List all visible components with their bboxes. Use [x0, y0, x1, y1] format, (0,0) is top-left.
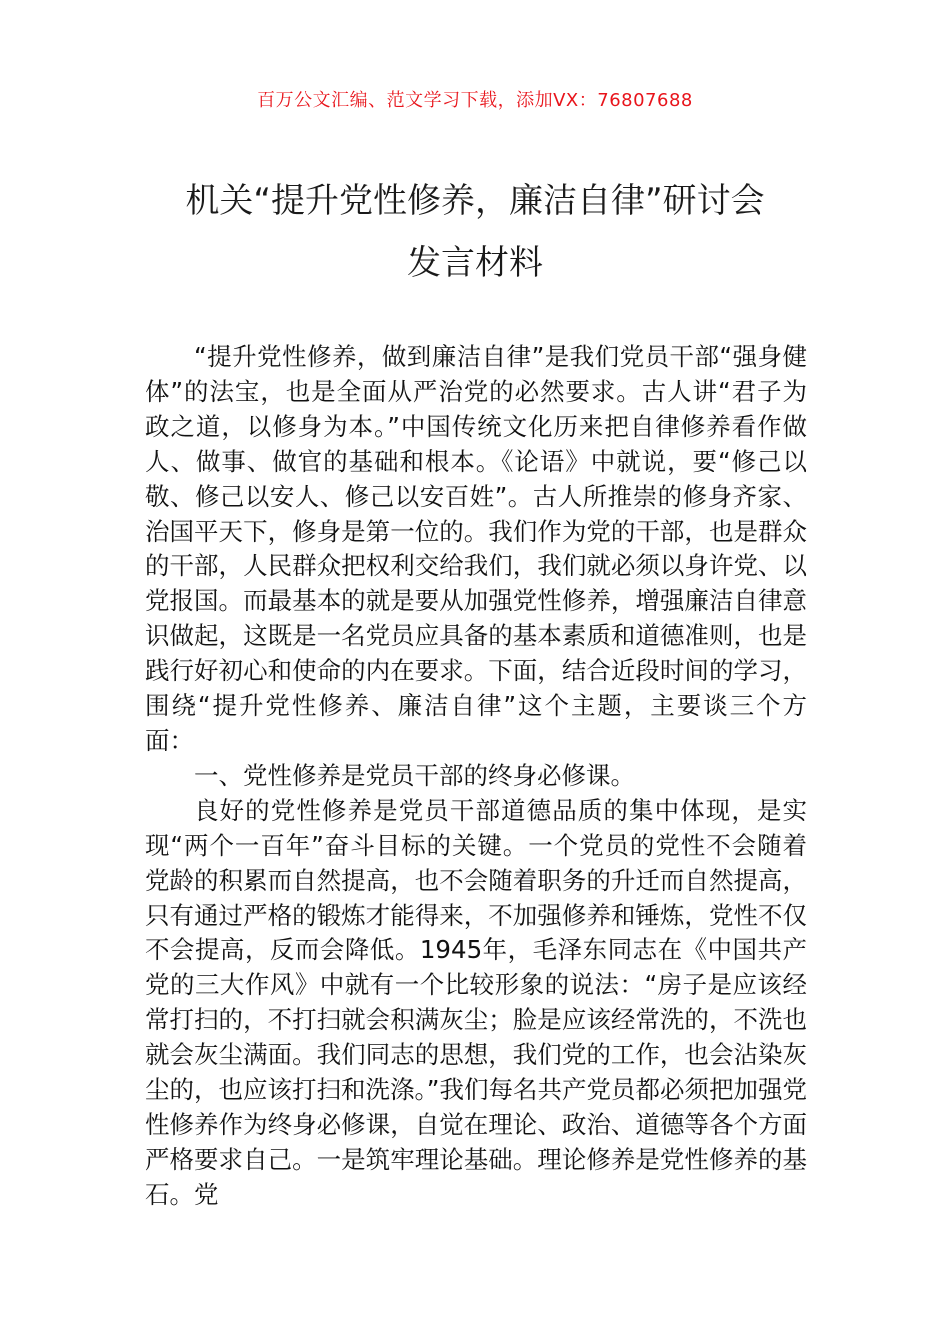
document-body: [145, 340, 807, 1213]
section-1-paragraph: 良好的党性修养是党员干部道德品质的集中体现，是实现“两个一百年”奋斗目标的关键。一个党员的党性不会随着党龄的积累而自然提高，也不会随着职务的升迁而自然提高，只有通过严格的锻炼才能得来，不加强修养和锤炼，党性不仅不会提高，反而会降低。1945年，毛泽东同志在《中国共产党的三大作风》中就有一个比较形象的说法：“房子是应该经常打扫的，不打扫就会积满灰尘；脸是应该经常洗的，不洗也就会灰尘满面。我们同志的思想，我们党的工作，也会沾染灰尘的，也应该打扫和洗涤。”我们每名共产党员都必须把加强党性修养作为终身必修课，自觉在理论、政治、道德等各个方面严格要求自己。一是筑牢理论基础。理论修养是党性修养的基石。党: [145, 795, 807, 1209]
section-heading-1: 一、党性修养是党员干部的终身必修课。: [194, 760, 635, 790]
document-title: [60, 170, 890, 294]
intro-paragraph: “提升党性修养，做到廉洁自律”是我们党员干部“强身健体”的法宝，也是全面从严治党的必然要求。古人讲“君子为政之道，以修身为本。”中国传统文化历来把自律修养看作做人、做事、做官的基础和根本。《论语》中就说，要“修己以敬、修己以安人、修己以安百姓”。古人所推崇的修身齐家、治国平天下，修身是第一位的。我们作为党的干部，也是群众的干部，人民群众把权利交给我们，我们就必须以身许党、以党报国。而最基本的就是要从加强党性修养，增强廉洁自律意识做起，这既是一名党员应具备的基本素质和道德准则，也是践行好初心和使命的内在要求。下面，结合近段时间的学习，围绕“提升党性修养、廉洁自律”这个主题，主要谈三个方面：: [145, 342, 807, 755]
title-line-1: 机关“提升党性修养，廉洁自律”研讨会: [185, 181, 765, 221]
title-line-2: 发言材料: [407, 243, 543, 283]
header-contact-note: 百万公文汇编、范文学习下载，添加VX：76807688: [257, 90, 693, 111]
